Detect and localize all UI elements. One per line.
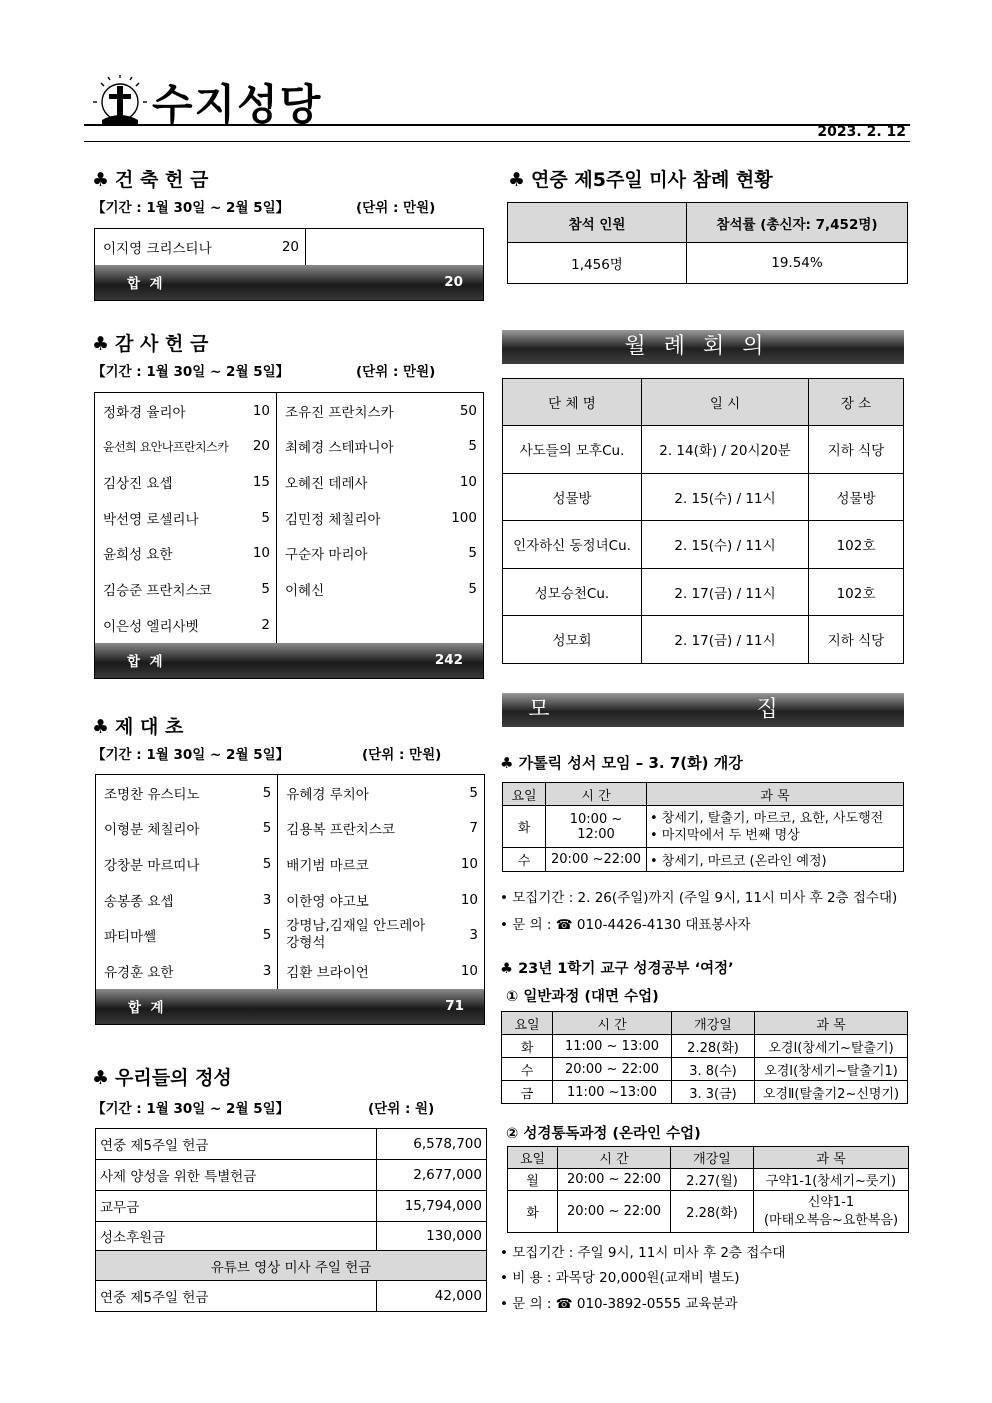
candle-fund-title-text: 제 대 초 — [115, 716, 184, 738]
donor-name: 이지영 크리스티나 — [103, 240, 212, 257]
table-row — [96, 1160, 487, 1191]
donor-value: 5 — [468, 438, 477, 455]
donor-value — [427, 607, 484, 643]
donor-value: 3 — [255, 953, 278, 989]
study-sub2: ② 성경통독과정 (온라인 수업) — [506, 1126, 701, 1142]
table-row — [508, 1169, 909, 1191]
col-time: 시 간 — [558, 1147, 671, 1169]
study-title — [500, 957, 734, 978]
class-subject: 오경Ⅰ(창세기~탈출기) — [755, 1035, 908, 1058]
table-row — [95, 571, 484, 607]
subject-line: (마태오복음~요한복음) — [763, 1212, 899, 1228]
donor-name: 이한영 야고보 — [286, 893, 369, 910]
donor-value: 5 — [245, 500, 277, 536]
table-row — [503, 521, 904, 569]
bible-note-contact: • 문 의 : ☎ 010-4426-4130 대표봉사자 — [500, 917, 751, 933]
attendance-col-rate: 참석률 (총신자: 7,452명) — [687, 203, 908, 243]
table-row — [95, 464, 484, 500]
class-day: 화 — [508, 1191, 558, 1233]
class-start: 2.27(월) — [671, 1169, 754, 1191]
meeting-group: 성모승천Cu. — [503, 568, 642, 616]
donor-value: 7 — [469, 820, 478, 837]
bible-note-period: • 모집기간 : 2. 26(주일)까지 (주일 9시, 11시 미사 후 2층 접수대) — [500, 890, 898, 906]
total-value: 71 — [445, 998, 464, 1015]
building-fund-title — [92, 165, 208, 192]
club-icon: ♣ — [92, 716, 110, 738]
page-title: 수지성당 — [152, 80, 323, 129]
meeting-time: 2. 15(수) / 11시 — [642, 521, 809, 569]
candle-fund-table — [95, 774, 485, 1025]
donor-value: 5 — [468, 545, 477, 562]
donor-name: 김환 브라이언 — [286, 965, 369, 982]
class-time: 20:00 ~ 22:00 — [553, 1058, 672, 1081]
donor-value: 10 — [460, 856, 478, 873]
class-day: 화 — [502, 1035, 553, 1058]
col-subject: 과 목 — [755, 1012, 908, 1035]
club-icon: ♣ — [92, 169, 110, 191]
study-note-period: • 모집기간 : 주일 9시, 11시 미사 후 2층 접수대 — [500, 1245, 786, 1261]
offering-value: 42,000 — [377, 1281, 487, 1312]
donor-value: 3 — [255, 882, 278, 918]
donor-value: 15 — [245, 464, 277, 500]
club-icon: ♣ — [508, 169, 526, 191]
table-row — [96, 1281, 487, 1312]
table-row — [508, 243, 908, 284]
class-subject: 구약1-1(창세기~룻기) — [754, 1169, 909, 1191]
subject-line: 신약1-1 — [807, 1194, 855, 1210]
donor-value: 3 — [469, 927, 478, 944]
header-rule — [84, 124, 910, 126]
donor-name: 송봉종 요셉 — [104, 893, 174, 910]
donor-value: 20 — [245, 429, 277, 465]
col-start: 개강일 — [671, 1147, 754, 1169]
candle-period: 【기간 : 1월 30일 ~ 2월 5일】 — [92, 747, 290, 763]
table-row — [95, 429, 484, 465]
offering-name: 연중 제5주일 헌금 — [96, 1129, 377, 1160]
table-row — [503, 426, 904, 474]
donor-name: 윤선희 요안나프란치스카 — [103, 439, 229, 454]
table-header-row — [502, 1012, 908, 1035]
donor-name: 정화경 율리아 — [103, 404, 186, 421]
table-row — [96, 846, 485, 882]
donor-value: 5 — [255, 775, 278, 811]
donor-value: 10 — [460, 891, 478, 908]
study-sub1: ① 일반과정 (대면 수업) — [506, 989, 659, 1005]
donor-name: 김승준 프란치스코 — [103, 583, 212, 600]
monthly-meeting-table — [502, 378, 904, 664]
class-day: 월 — [508, 1169, 558, 1191]
class-subject — [647, 806, 904, 848]
donor-name: 김용복 프란치스코 — [286, 822, 395, 839]
class-start: 2.28(화) — [671, 1191, 754, 1233]
donor-value: 5 — [255, 846, 278, 882]
thanks-unit: (단위 : 만원) — [356, 364, 436, 380]
meeting-place: 성물방 — [809, 473, 904, 521]
donor-value: 2 — [245, 607, 277, 643]
table-row — [95, 500, 484, 536]
table-row — [96, 775, 485, 811]
class-subject — [754, 1191, 909, 1233]
total-row — [95, 643, 484, 679]
offering-value: 6,578,700 — [377, 1129, 487, 1160]
meeting-time: 2. 17(금) / 11시 — [642, 616, 809, 664]
table-header-row — [503, 783, 904, 806]
bible-group-title — [500, 752, 743, 773]
col-day: 요일 — [502, 1012, 553, 1035]
class-subject: 오경Ⅰ(창세기~탈출기1) — [755, 1058, 908, 1081]
meeting-place: 102호 — [809, 521, 904, 569]
table-header-row — [503, 379, 904, 426]
building-fund-table — [94, 228, 484, 301]
table-row — [95, 229, 484, 265]
meeting-time: 2. 15(수) / 11시 — [642, 473, 809, 521]
table-row — [503, 568, 904, 616]
meeting-time: 2. 14(화) / 20시20분 — [642, 426, 809, 474]
monthly-meeting-banner: 월례회의 — [502, 330, 904, 364]
study-online-table — [507, 1146, 909, 1233]
donor-value: 5 — [469, 784, 478, 801]
col-group: 단 체 명 — [503, 379, 642, 426]
donor-value: 20 — [251, 229, 306, 265]
empty-cell — [306, 229, 484, 265]
table-row — [95, 607, 484, 643]
meeting-place: 지하 식당 — [809, 426, 904, 474]
class-time: 11:00 ~13:00 — [553, 1081, 672, 1104]
total-value: 242 — [434, 652, 463, 669]
table-row — [96, 882, 485, 918]
offering-unit: (단위 : 원) — [368, 1101, 435, 1117]
table-row — [508, 203, 908, 243]
class-day: 수 — [503, 848, 546, 872]
donor-name: 이은성 엘리사벳 — [103, 618, 199, 635]
class-day: 화 — [503, 806, 546, 848]
issue-date: 2023. 2. 12 — [817, 124, 906, 140]
study-title-text: 23년 1학기 교구 성경공부 ‘여정’ — [518, 961, 734, 977]
donor-name: 최혜경 스테파니아 — [285, 440, 394, 457]
donor-name: 조유진 프란치스카 — [285, 404, 394, 421]
attendance-count: 1,456명 — [508, 243, 687, 284]
thanks-fund-title-text: 감 사 헌 금 — [115, 333, 209, 355]
total-label: 합 계 — [128, 1000, 164, 1017]
donor-name: 오혜진 데레사 — [285, 476, 368, 493]
club-icon: ♣ — [92, 333, 110, 355]
attendance-col-count: 참석 인원 — [508, 203, 687, 243]
club-icon: ♣ — [500, 754, 519, 772]
bible-group-table — [502, 782, 904, 872]
donor-value: 5 — [255, 918, 278, 954]
table-row — [503, 848, 904, 872]
meeting-group: 인자하신 동정녀Cu. — [503, 521, 642, 569]
thanks-period: 【기간 : 1월 30일 ~ 2월 5일】 — [92, 364, 290, 380]
donor-value: 5 — [255, 811, 278, 847]
donor-name — [277, 607, 427, 643]
total-row — [96, 989, 485, 1025]
col-time: 시 간 — [553, 1012, 672, 1035]
subject-line: • 마지막에서 두 번째 명상 — [650, 827, 800, 843]
class-subject: • 창세기, 마르코 (온라인 예정) — [647, 848, 904, 872]
table-row — [503, 616, 904, 664]
attendance-rate: 19.54% — [687, 243, 908, 284]
thanks-fund-title — [92, 329, 208, 356]
table-row — [96, 918, 485, 954]
recruit-banner: 모 집 — [502, 693, 904, 727]
table-row — [503, 806, 904, 848]
table-row — [502, 1035, 908, 1058]
club-icon: ♣ — [500, 961, 519, 977]
table-row — [96, 1222, 487, 1251]
meeting-place: 지하 식당 — [809, 616, 904, 664]
table-row — [502, 1058, 908, 1081]
table-row — [95, 393, 484, 429]
class-time: 20:00 ~22:00 — [546, 848, 647, 872]
donor-value: 10 — [245, 393, 277, 429]
candle-unit: (단위 : 만원) — [362, 747, 442, 763]
class-start: 2.28(화) — [672, 1035, 755, 1058]
header-rule-bottom — [84, 141, 910, 142]
offering-period: 【기간 : 1월 30일 ~ 2월 5일】 — [92, 1101, 290, 1117]
donor-value: 5 — [245, 571, 277, 607]
table-row — [96, 1191, 487, 1222]
total-label: 합 계 — [127, 276, 163, 292]
donor-name: 강명남,김재일 안드레아 강형석 — [286, 918, 426, 952]
donor-value: 10 — [459, 474, 477, 491]
meeting-group: 사도들의 모후Cu. — [503, 426, 642, 474]
table-row — [508, 1191, 909, 1233]
building-period: 【기간 : 1월 30일 ~ 2월 5일】 — [92, 200, 290, 216]
class-day: 수 — [502, 1058, 553, 1081]
donor-value: 50 — [459, 402, 477, 419]
col-day: 요일 — [503, 783, 546, 806]
donor-value: 10 — [245, 536, 277, 572]
candle-fund-title — [92, 712, 183, 739]
donor-name: 강창분 마르띠나 — [104, 858, 200, 875]
meeting-place: 102호 — [809, 568, 904, 616]
class-subject: 오경Ⅱ(탈출기2~신명기) — [755, 1081, 908, 1104]
class-day: 금 — [502, 1081, 553, 1104]
donor-name: 김상진 요셉 — [103, 476, 173, 493]
col-start: 개강일 — [672, 1012, 755, 1035]
meeting-time: 2. 17(금) / 11시 — [642, 568, 809, 616]
table-row — [95, 536, 484, 572]
col-subject: 과 목 — [647, 783, 904, 806]
donor-name: 윤희성 요한 — [103, 547, 173, 564]
col-day: 요일 — [508, 1147, 558, 1169]
study-note-contact: • 문 의 : ☎ 010-3892-0555 교육분과 — [500, 1296, 738, 1312]
table-row — [96, 953, 485, 989]
attendance-table — [507, 202, 908, 284]
total-row — [95, 265, 484, 301]
building-unit: (단위 : 만원) — [356, 200, 436, 216]
col-time: 일 시 — [642, 379, 809, 426]
offering-name: 성소후원금 — [96, 1222, 377, 1251]
church-logo-icon — [92, 74, 148, 126]
offering-name: 교무금 — [96, 1191, 377, 1222]
building-fund-title-text: 건 축 헌 금 — [115, 169, 209, 191]
attendance-title — [508, 165, 773, 192]
offering-value: 15,794,000 — [377, 1191, 487, 1222]
class-time: 11:00 ~ 13:00 — [553, 1035, 672, 1058]
offering-table — [95, 1128, 487, 1312]
col-place: 장 소 — [809, 379, 904, 426]
offering-name: 연중 제5주일 헌금 — [96, 1281, 377, 1312]
donor-name: 구순자 마리아 — [285, 547, 368, 564]
class-time: 20:00 ~ 22:00 — [558, 1191, 671, 1233]
class-start: 3. 3(금) — [672, 1081, 755, 1104]
thanks-fund-table — [94, 392, 484, 679]
class-time: 20:00 ~ 22:00 — [558, 1169, 671, 1191]
donor-name: 유혜경 루치아 — [286, 786, 369, 803]
total-label: 합 계 — [127, 654, 163, 671]
donor-value: 5 — [468, 581, 477, 598]
subject-line: • 창세기, 탈출기, 마르코, 요한, 사도행전 — [650, 810, 884, 826]
donor-name: 배기범 마르코 — [286, 858, 369, 875]
study-note-cost: • 비 용 : 과목당 20,000원(교재비 별도) — [500, 1270, 740, 1286]
donor-value: 100 — [451, 509, 477, 526]
class-start: 3. 8(수) — [672, 1058, 755, 1081]
youtube-header: 유튜브 영상 미사 주일 헌금 — [96, 1251, 487, 1281]
table-row — [503, 473, 904, 521]
donor-name: 조명찬 유스티노 — [104, 786, 200, 803]
offering-title-text: 우리들의 정성 — [115, 1067, 232, 1089]
table-header-row — [508, 1147, 909, 1169]
donor-name: 이형분 체칠리아 — [104, 822, 200, 839]
study-general-table — [501, 1011, 908, 1104]
offering-name: 사제 양성을 위한 특별헌금 — [96, 1160, 377, 1191]
donor-name: 유경훈 요한 — [104, 965, 174, 982]
offering-value: 2,677,000 — [377, 1160, 487, 1191]
table-row — [502, 1081, 908, 1104]
class-time: 10:00 ~ 12:00 — [546, 806, 647, 848]
offering-value: 130,000 — [377, 1222, 487, 1251]
donor-name: 파티마쎌 — [104, 929, 157, 946]
donor-name: 박선영 로셀리나 — [103, 511, 199, 528]
meeting-group: 성모회 — [503, 616, 642, 664]
youtube-header-row — [96, 1251, 487, 1281]
table-row — [96, 1129, 487, 1160]
table-row — [96, 811, 485, 847]
bible-group-title-text: 가톨릭 성서 모임 – 3. 7(화) 개강 — [518, 754, 743, 772]
attendance-title-text: 연중 제5주일 미사 참례 현황 — [531, 169, 773, 191]
total-value: 20 — [444, 274, 463, 290]
donor-value: 10 — [460, 963, 478, 980]
meeting-group: 성물방 — [503, 473, 642, 521]
donor-name: 이혜신 — [285, 583, 325, 600]
donor-name: 김민정 체칠리아 — [285, 511, 381, 528]
col-subject: 과 목 — [754, 1147, 909, 1169]
club-icon: ♣ — [92, 1067, 110, 1089]
col-time: 시 간 — [546, 783, 647, 806]
offering-title — [92, 1063, 232, 1090]
